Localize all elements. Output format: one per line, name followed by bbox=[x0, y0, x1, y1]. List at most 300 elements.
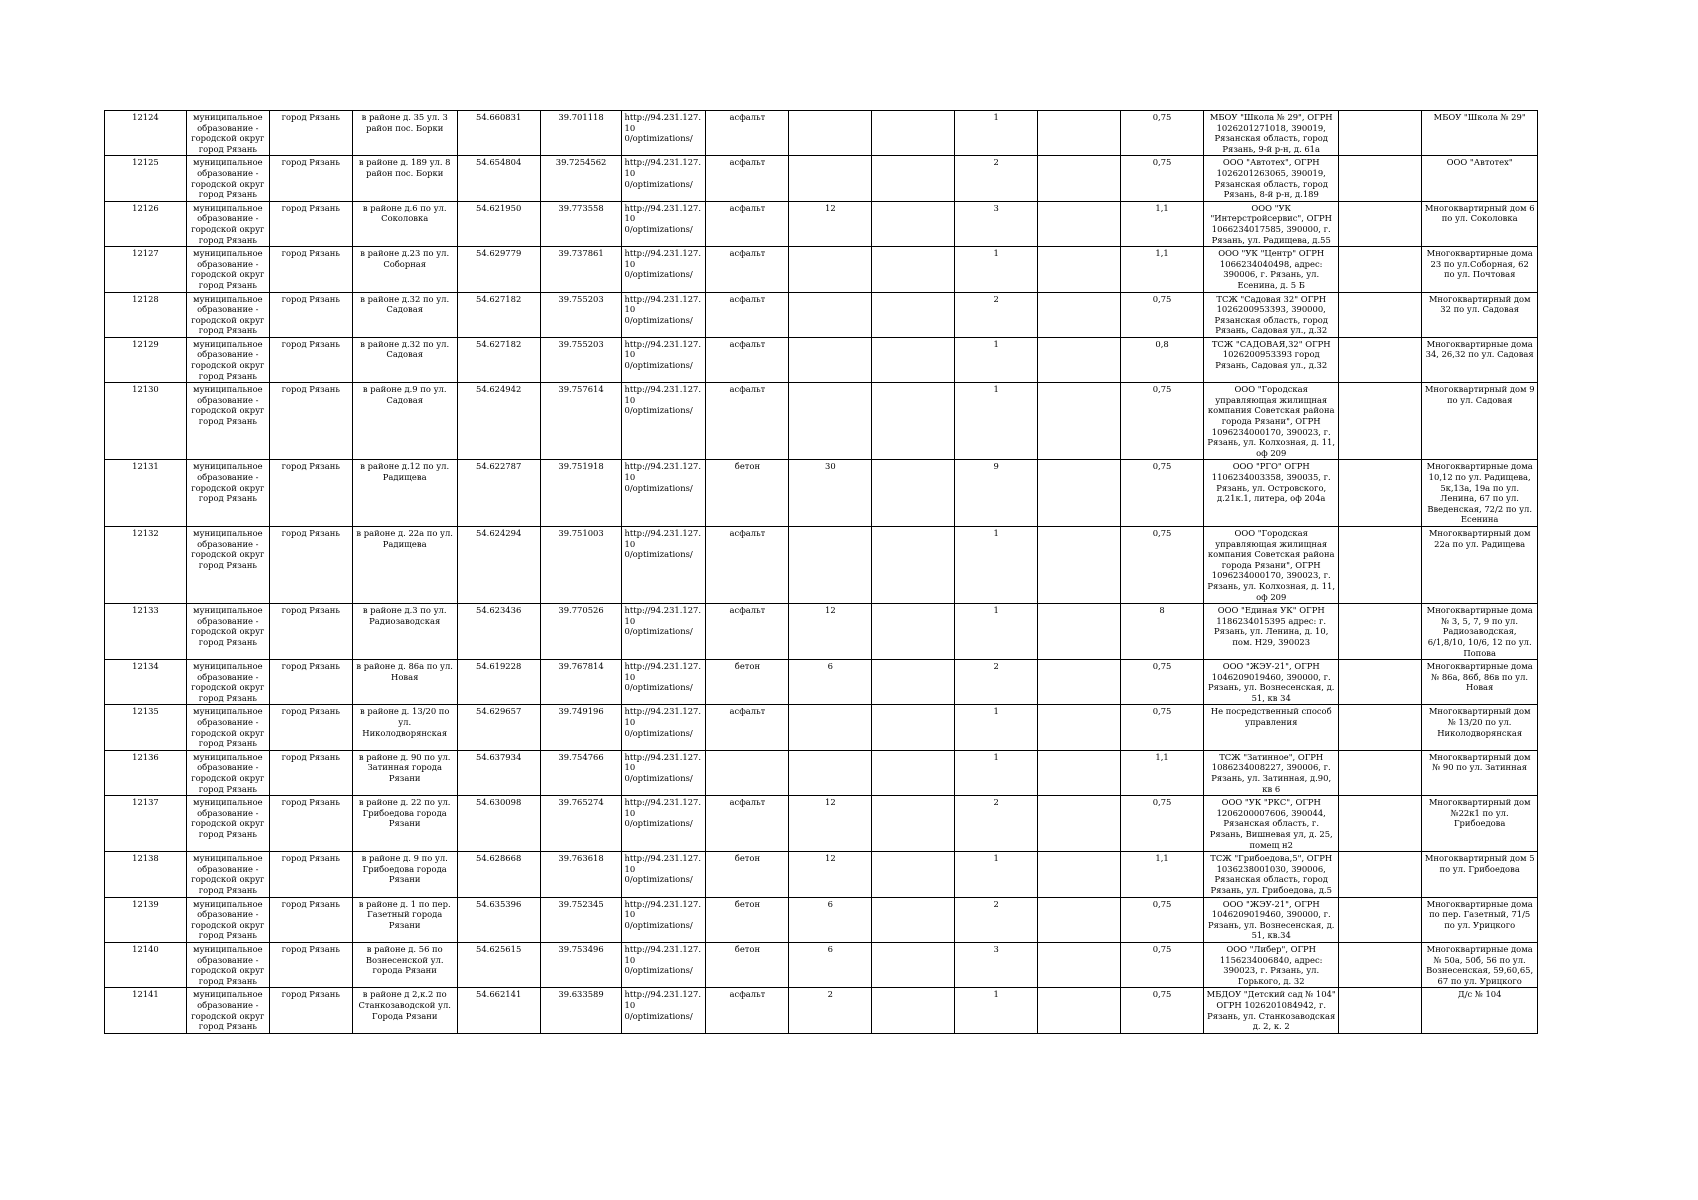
area-cell: 6 bbox=[789, 897, 872, 942]
empty-cell bbox=[1038, 526, 1121, 603]
empty-cell bbox=[1339, 292, 1422, 337]
empty-cell bbox=[1339, 705, 1422, 750]
url-cell: http://94.231.127.10 0/optimizations/ bbox=[622, 460, 706, 527]
volume-cell: 0,75 bbox=[1121, 383, 1204, 460]
empty-cell bbox=[1038, 852, 1121, 897]
latitude-cell: 54.623436 bbox=[457, 604, 540, 660]
volume-cell: 0,75 bbox=[1121, 526, 1204, 603]
url-cell: http://94.231.127.10 0/optimizations/ bbox=[622, 292, 706, 337]
empty-cell bbox=[872, 796, 955, 852]
empty-cell bbox=[1339, 796, 1422, 852]
owner-cell: ООО "Либер", ОГРН 1156234006840, адрес: 390023, г. Рязань, ул. Горького, д. 32 bbox=[1204, 942, 1339, 987]
empty-cell bbox=[872, 852, 955, 897]
city-cell: город Рязань bbox=[269, 383, 352, 460]
city-cell: город Рязань bbox=[269, 201, 352, 246]
row-id: 12137 bbox=[105, 796, 187, 852]
area-cell: 2 bbox=[789, 988, 872, 1033]
surface-cell: бетон bbox=[706, 660, 789, 705]
city-cell: город Рязань bbox=[269, 111, 352, 156]
empty-cell bbox=[1038, 337, 1121, 382]
empty-cell bbox=[1339, 337, 1422, 382]
volume-cell: 0,75 bbox=[1121, 460, 1204, 527]
longitude-cell: 39.737861 bbox=[540, 247, 622, 292]
url-cell: http://94.231.127.10 0/optimizations/ bbox=[622, 897, 706, 942]
table-row bbox=[105, 988, 1538, 1033]
empty-cell bbox=[1339, 247, 1422, 292]
surface-cell: асфальт bbox=[706, 247, 789, 292]
area-cell: 12 bbox=[789, 604, 872, 660]
table-row bbox=[105, 460, 1538, 527]
containers-cell: 1 bbox=[955, 604, 1038, 660]
municipality-cell: муниципальное образование - городской округ город Рязань bbox=[186, 897, 269, 942]
area-cell bbox=[789, 292, 872, 337]
city-cell: город Рязань bbox=[269, 942, 352, 987]
volume-cell: 1,1 bbox=[1121, 750, 1204, 795]
area-cell: 6 bbox=[789, 660, 872, 705]
address-cell: в районе д. 86а по ул. Новая bbox=[352, 660, 457, 705]
address-cell: в районе д.6 по ул. Соколовка bbox=[352, 201, 457, 246]
table-row bbox=[105, 201, 1538, 246]
municipality-cell: муниципальное образование - городской округ город Рязань bbox=[186, 201, 269, 246]
volume-cell: 1,1 bbox=[1121, 201, 1204, 246]
surface-cell: асфальт bbox=[706, 111, 789, 156]
table-row bbox=[105, 292, 1538, 337]
address-cell: в районе д 2,к.2 по Станкозаводской ул. Города Рязани bbox=[352, 988, 457, 1033]
area-cell bbox=[789, 750, 872, 795]
municipality-cell: муниципальное образование - городской округ город Рязань bbox=[186, 852, 269, 897]
containers-cell: 1 bbox=[955, 750, 1038, 795]
municipality-cell: муниципальное образование - городской округ город Рязань bbox=[186, 460, 269, 527]
table-row bbox=[105, 156, 1538, 201]
empty-cell bbox=[1038, 750, 1121, 795]
row-id: 12127 bbox=[105, 247, 187, 292]
empty-cell bbox=[1339, 383, 1422, 460]
city-cell: город Рязань bbox=[269, 988, 352, 1033]
volume-cell: 8 bbox=[1121, 604, 1204, 660]
owner-cell: МБОУ "Школа № 29", ОГРН 1026201271018, 390019, Рязанская область, город Рязань, 9-й р-н, д. 61а bbox=[1204, 111, 1339, 156]
volume-cell: 0,75 bbox=[1121, 156, 1204, 201]
latitude-cell: 54.637934 bbox=[457, 750, 540, 795]
longitude-cell: 39.763618 bbox=[540, 852, 622, 897]
waste-source-cell: Многоквартирные дома № 3, 5, 7, 9 по ул. Радиозаводская, 6/1,8/10, 10/6, 12 по ул. Попова bbox=[1422, 604, 1538, 660]
longitude-cell: 39.7254562 bbox=[540, 156, 622, 201]
longitude-cell: 39.754766 bbox=[540, 750, 622, 795]
empty-cell bbox=[1038, 292, 1121, 337]
containers-cell: 1 bbox=[955, 247, 1038, 292]
table-row bbox=[105, 383, 1538, 460]
table-row bbox=[105, 852, 1538, 897]
empty-cell bbox=[872, 201, 955, 246]
empty-cell bbox=[872, 111, 955, 156]
surface-cell: асфальт bbox=[706, 988, 789, 1033]
waste-source-cell: Многоквартирные дома 34, 26,32 по ул. Садовая bbox=[1422, 337, 1538, 382]
row-id: 12128 bbox=[105, 292, 187, 337]
empty-cell bbox=[1038, 460, 1121, 527]
empty-cell bbox=[1339, 897, 1422, 942]
city-cell: город Рязань bbox=[269, 526, 352, 603]
volume-cell: 0,75 bbox=[1121, 796, 1204, 852]
containers-cell: 2 bbox=[955, 156, 1038, 201]
empty-cell bbox=[1038, 604, 1121, 660]
owner-cell: ООО "Городская управляющая жилищная компания Советская района города Рязани", ОГРН 1096234000170, 390023, г. Рязань, ул. Колхозная, д. 11, оф 209 bbox=[1204, 383, 1339, 460]
empty-cell bbox=[1339, 942, 1422, 987]
waste-source-cell: Многоквартирный дом № 90 по ул. Затинная bbox=[1422, 750, 1538, 795]
longitude-cell: 39.701118 bbox=[540, 111, 622, 156]
longitude-cell: 39.767814 bbox=[540, 660, 622, 705]
waste-source-cell: Многоквартирные дома № 86а, 86б, 86в по ул. Новая bbox=[1422, 660, 1538, 705]
containers-cell: 2 bbox=[955, 292, 1038, 337]
surface-cell: бетон bbox=[706, 460, 789, 527]
row-id: 12126 bbox=[105, 201, 187, 246]
city-cell: город Рязань bbox=[269, 604, 352, 660]
area-cell: 30 bbox=[789, 460, 872, 527]
municipality-cell: муниципальное образование - городской округ город Рязань bbox=[186, 660, 269, 705]
waste-source-cell: Д/с № 104 bbox=[1422, 988, 1538, 1033]
table-row bbox=[105, 750, 1538, 795]
surface-cell: асфальт bbox=[706, 705, 789, 750]
empty-cell bbox=[1038, 660, 1121, 705]
address-cell: в районе д.32 по ул. Садовая bbox=[352, 292, 457, 337]
empty-cell bbox=[1339, 604, 1422, 660]
surface-cell: асфальт bbox=[706, 292, 789, 337]
table-row bbox=[105, 942, 1538, 987]
surface-cell: бетон bbox=[706, 897, 789, 942]
city-cell: город Рязань bbox=[269, 705, 352, 750]
area-cell bbox=[789, 111, 872, 156]
latitude-cell: 54.654804 bbox=[457, 156, 540, 201]
empty-cell bbox=[872, 897, 955, 942]
empty-cell bbox=[872, 660, 955, 705]
owner-cell: ООО "Автотех", ОГРН 1026201263065, 390019, Рязанская область, город Рязань, 8-й р-н, д.189 bbox=[1204, 156, 1339, 201]
row-id: 12139 bbox=[105, 897, 187, 942]
url-cell: http://94.231.127.10 0/optimizations/ bbox=[622, 526, 706, 603]
empty-cell bbox=[872, 460, 955, 527]
address-cell: в районе д.23 по ул. Соборная bbox=[352, 247, 457, 292]
latitude-cell: 54.625615 bbox=[457, 942, 540, 987]
containers-cell: 1 bbox=[955, 705, 1038, 750]
municipality-cell: муниципальное образование - городской округ город Рязань bbox=[186, 796, 269, 852]
empty-cell bbox=[1038, 111, 1121, 156]
containers-cell: 1 bbox=[955, 988, 1038, 1033]
municipality-cell: муниципальное образование - городской округ город Рязань bbox=[186, 604, 269, 660]
city-cell: город Рязань bbox=[269, 156, 352, 201]
empty-cell bbox=[1339, 111, 1422, 156]
url-cell: http://94.231.127.10 0/optimizations/ bbox=[622, 988, 706, 1033]
url-cell: http://94.231.127.10 0/optimizations/ bbox=[622, 337, 706, 382]
waste-source-cell: Многоквартирные дома 23 по ул.Соборная, 62 по ул. Почтовая bbox=[1422, 247, 1538, 292]
owner-cell: Не посредственный способ управления bbox=[1204, 705, 1339, 750]
url-cell: http://94.231.127.10 0/optimizations/ bbox=[622, 660, 706, 705]
waste-source-cell: Многоквартирный дом 5 по ул. Грибоедова bbox=[1422, 852, 1538, 897]
surface-cell: асфальт bbox=[706, 337, 789, 382]
latitude-cell: 54.629779 bbox=[457, 247, 540, 292]
url-cell: http://94.231.127.10 0/optimizations/ bbox=[622, 604, 706, 660]
city-cell: город Рязань bbox=[269, 660, 352, 705]
waste-source-cell: Многоквартирный дом 22а по ул. Радищева bbox=[1422, 526, 1538, 603]
table-row bbox=[105, 526, 1538, 603]
volume-cell: 0,75 bbox=[1121, 897, 1204, 942]
latitude-cell: 54.622787 bbox=[457, 460, 540, 527]
latitude-cell: 54.628668 bbox=[457, 852, 540, 897]
owner-cell: ТСЖ "Затинное", ОГРН 1086234008227, 390006, г. Рязань, ул. Затинная, д.90, кв 6 bbox=[1204, 750, 1339, 795]
waste-source-cell: Многоквартирный дом 6 по ул. Соколовка bbox=[1422, 201, 1538, 246]
surface-cell: асфальт bbox=[706, 383, 789, 460]
surface-cell: асфальт bbox=[706, 796, 789, 852]
latitude-cell: 54.660831 bbox=[457, 111, 540, 156]
empty-cell bbox=[1339, 526, 1422, 603]
url-cell: http://94.231.127.10 0/optimizations/ bbox=[622, 383, 706, 460]
city-cell: город Рязань bbox=[269, 460, 352, 527]
empty-cell bbox=[872, 942, 955, 987]
longitude-cell: 39.755203 bbox=[540, 292, 622, 337]
latitude-cell: 54.627182 bbox=[457, 337, 540, 382]
municipality-cell: муниципальное образование - городской округ город Рязань bbox=[186, 156, 269, 201]
row-id: 12138 bbox=[105, 852, 187, 897]
empty-cell bbox=[1339, 201, 1422, 246]
empty-cell bbox=[1038, 247, 1121, 292]
address-cell: в районе д.32 по ул. Садовая bbox=[352, 337, 457, 382]
table-row bbox=[105, 337, 1538, 382]
volume-cell: 0,8 bbox=[1121, 337, 1204, 382]
area-cell: 12 bbox=[789, 796, 872, 852]
municipality-cell: муниципальное образование - городской округ город Рязань bbox=[186, 292, 269, 337]
table-row bbox=[105, 796, 1538, 852]
surface-cell: асфальт bbox=[706, 201, 789, 246]
containers-cell: 1 bbox=[955, 111, 1038, 156]
waste-source-cell: Многоквартирный дом № 13/20 по ул. Николодворянская bbox=[1422, 705, 1538, 750]
municipality-cell: муниципальное образование - городской округ город Рязань bbox=[186, 988, 269, 1033]
empty-cell bbox=[872, 292, 955, 337]
owner-cell: ООО "УК "РКС", ОГРН 1206200007606, 390044, Рязанская область, г. Рязань, Вишневая ул, д. 25, помещ н2 bbox=[1204, 796, 1339, 852]
owner-cell: ТСЖ "САДОВАЯ,32" ОГРН 1026200953393 город Рязань, Садовая ул., д.32 bbox=[1204, 337, 1339, 382]
empty-cell bbox=[872, 604, 955, 660]
table-row bbox=[105, 604, 1538, 660]
owner-cell: ООО "УК "Интерстройсервис", ОГРН 1066234017585, 390000, г. Рязань, ул. Радищева, д.55 bbox=[1204, 201, 1339, 246]
empty-cell bbox=[1339, 156, 1422, 201]
owner-cell: ООО "Единая УК" ОГРН 1186234015395 адрес: г. Рязань, ул. Ленина, д. 10, пом. Н29, 390023 bbox=[1204, 604, 1339, 660]
latitude-cell: 54.619228 bbox=[457, 660, 540, 705]
containers-cell: 1 bbox=[955, 337, 1038, 382]
municipality-cell: муниципальное образование - городской округ город Рязань bbox=[186, 750, 269, 795]
url-cell: http://94.231.127.10 0/optimizations/ bbox=[622, 111, 706, 156]
empty-cell bbox=[872, 156, 955, 201]
row-id: 12134 bbox=[105, 660, 187, 705]
owner-cell: ООО "РГО" ОГРН 1106234003358, 390035, г. Рязань, ул. Островского, д.21к.1, литера, оф 204а bbox=[1204, 460, 1339, 527]
surface-cell: асфальт bbox=[706, 604, 789, 660]
empty-cell bbox=[1339, 660, 1422, 705]
latitude-cell: 54.621950 bbox=[457, 201, 540, 246]
waste-source-cell: Многоквартирные дома № 50а, 50б, 56 по ул. Вознесенская, 59,60,65, 67 по ул. Урицкого bbox=[1422, 942, 1538, 987]
area-cell bbox=[789, 156, 872, 201]
row-id: 12141 bbox=[105, 988, 187, 1033]
area-cell bbox=[789, 526, 872, 603]
address-cell: в районе д. 56 по Вознесенской ул. города Рязани bbox=[352, 942, 457, 987]
empty-cell bbox=[1038, 383, 1121, 460]
latitude-cell: 54.635396 bbox=[457, 897, 540, 942]
longitude-cell: 39.751918 bbox=[540, 460, 622, 527]
table-row bbox=[105, 111, 1538, 156]
url-cell: http://94.231.127.10 0/optimizations/ bbox=[622, 705, 706, 750]
waste-source-cell: Многоквартирные дома по пер. Газетный, 71/5 по ул. Урицкого bbox=[1422, 897, 1538, 942]
latitude-cell: 54.630098 bbox=[457, 796, 540, 852]
empty-cell bbox=[1339, 852, 1422, 897]
surface-cell bbox=[706, 750, 789, 795]
longitude-cell: 39.765274 bbox=[540, 796, 622, 852]
municipality-cell: муниципальное образование - городской округ город Рязань bbox=[186, 942, 269, 987]
url-cell: http://94.231.127.10 0/optimizations/ bbox=[622, 796, 706, 852]
surface-cell: бетон bbox=[706, 942, 789, 987]
containers-cell: 3 bbox=[955, 942, 1038, 987]
waste-source-cell: Многоквартирный дом 32 по ул. Садовая bbox=[1422, 292, 1538, 337]
address-cell: в районе д. 13/20 по ул. Николодворянская bbox=[352, 705, 457, 750]
address-cell: в районе д. 35 ул. 3 район пос. Борки bbox=[352, 111, 457, 156]
volume-cell: 0,75 bbox=[1121, 292, 1204, 337]
latitude-cell: 54.629657 bbox=[457, 705, 540, 750]
table-row bbox=[105, 247, 1538, 292]
empty-cell bbox=[1038, 796, 1121, 852]
longitude-cell: 39.633589 bbox=[540, 988, 622, 1033]
empty-cell bbox=[872, 383, 955, 460]
volume-cell: 0,75 bbox=[1121, 111, 1204, 156]
table-row bbox=[105, 660, 1538, 705]
table-row bbox=[105, 897, 1538, 942]
row-id: 12135 bbox=[105, 705, 187, 750]
empty-cell bbox=[872, 705, 955, 750]
containers-cell: 3 bbox=[955, 201, 1038, 246]
address-cell: в районе д. 22 по ул. Грибоедова города Рязани bbox=[352, 796, 457, 852]
city-cell: город Рязань bbox=[269, 796, 352, 852]
owner-cell: ООО "ЖЭУ-21", ОГРН 1046209019460, 390000, г. Рязань, ул. Вознесенская, д. 51, кв 34 bbox=[1204, 660, 1339, 705]
row-id: 12140 bbox=[105, 942, 187, 987]
empty-cell bbox=[1038, 988, 1121, 1033]
longitude-cell: 39.770526 bbox=[540, 604, 622, 660]
address-cell: в районе д.9 по ул. Садовая bbox=[352, 383, 457, 460]
row-id: 12132 bbox=[105, 526, 187, 603]
row-id: 12136 bbox=[105, 750, 187, 795]
url-cell: http://94.231.127.10 0/optimizations/ bbox=[622, 156, 706, 201]
area-cell bbox=[789, 247, 872, 292]
address-cell: в районе д. 9 по ул. Грибоедова города Рязани bbox=[352, 852, 457, 897]
city-cell: город Рязань bbox=[269, 337, 352, 382]
row-id: 12124 bbox=[105, 111, 187, 156]
empty-cell bbox=[872, 750, 955, 795]
owner-cell: ТСЖ "Садовая 32" ОГРН 1026200953393, 390000, Рязанская область, город Рязань, Садовая ул., д.32 bbox=[1204, 292, 1339, 337]
empty-cell bbox=[872, 337, 955, 382]
url-cell: http://94.231.127.10 0/optimizations/ bbox=[622, 852, 706, 897]
longitude-cell: 39.773558 bbox=[540, 201, 622, 246]
waste-source-cell: Многоквартирный дом 9 по ул. Садовая bbox=[1422, 383, 1538, 460]
containers-cell: 2 bbox=[955, 897, 1038, 942]
latitude-cell: 54.627182 bbox=[457, 292, 540, 337]
municipality-cell: муниципальное образование - городской округ город Рязань bbox=[186, 337, 269, 382]
address-cell: в районе д.3 по ул. Радиозаводская bbox=[352, 604, 457, 660]
area-cell bbox=[789, 337, 872, 382]
area-cell bbox=[789, 705, 872, 750]
waste-source-cell: Многоквартирные дома 10,12 по ул. Радищева, 5к,13а, 19а по ул. Ленина, 67 по ул. Введенская, 72/2 по ул. Есенина bbox=[1422, 460, 1538, 527]
surface-cell: асфальт bbox=[706, 526, 789, 603]
owner-cell: ТСЖ "Грибоедова,5", ОГРН 1036238001030, 390006, Рязанская область, город Рязань, ул. Грибоедова, д.5 bbox=[1204, 852, 1339, 897]
address-cell: в районе д.12 по ул. Радищева bbox=[352, 460, 457, 527]
volume-cell: 0,75 bbox=[1121, 705, 1204, 750]
longitude-cell: 39.755203 bbox=[540, 337, 622, 382]
empty-cell bbox=[1038, 705, 1121, 750]
municipality-cell: муниципальное образование - городской округ город Рязань bbox=[186, 111, 269, 156]
empty-cell bbox=[1038, 201, 1121, 246]
city-cell: город Рязань bbox=[269, 750, 352, 795]
empty-cell bbox=[1339, 988, 1422, 1033]
row-id: 12130 bbox=[105, 383, 187, 460]
longitude-cell: 39.753496 bbox=[540, 942, 622, 987]
area-cell: 6 bbox=[789, 942, 872, 987]
row-id: 12129 bbox=[105, 337, 187, 382]
url-cell: http://94.231.127.10 0/optimizations/ bbox=[622, 750, 706, 795]
containers-cell: 2 bbox=[955, 796, 1038, 852]
containers-cell: 1 bbox=[955, 526, 1038, 603]
latitude-cell: 54.624942 bbox=[457, 383, 540, 460]
city-cell: город Рязань bbox=[269, 247, 352, 292]
surface-cell: асфальт bbox=[706, 156, 789, 201]
volume-cell: 1,1 bbox=[1121, 247, 1204, 292]
latitude-cell: 54.624294 bbox=[457, 526, 540, 603]
longitude-cell: 39.752345 bbox=[540, 897, 622, 942]
volume-cell: 0,75 bbox=[1121, 942, 1204, 987]
address-cell: в районе д. 90 по ул. Затинная города Рязани bbox=[352, 750, 457, 795]
containers-cell: 2 bbox=[955, 660, 1038, 705]
empty-cell bbox=[1339, 460, 1422, 527]
empty-cell bbox=[1038, 897, 1121, 942]
address-cell: в районе д. 1 по пер. Газетный города Рязани bbox=[352, 897, 457, 942]
data-table bbox=[104, 110, 1538, 1034]
empty-cell bbox=[872, 247, 955, 292]
owner-cell: МБДОУ "Детский сад № 104" ОГРН 1026201084942, г. Рязань, ул. Станкозаводская д. 2, к. 2 bbox=[1204, 988, 1339, 1033]
area-cell: 12 bbox=[789, 201, 872, 246]
address-cell: в районе д. 189 ул. 8 район пос. Борки bbox=[352, 156, 457, 201]
waste-source-cell: Многоквартирный дом №22к1 по ул. Грибоедова bbox=[1422, 796, 1538, 852]
empty-cell bbox=[1038, 156, 1121, 201]
owner-cell: ООО "Городская управляющая жилищная компания Советская района города Рязани", ОГРН 1096234000170, 390023, г. Рязань, ул. Колхозная, д. 11, оф 209 bbox=[1204, 526, 1339, 603]
containers-cell: 9 bbox=[955, 460, 1038, 527]
empty-cell bbox=[872, 526, 955, 603]
url-cell: http://94.231.127.10 0/optimizations/ bbox=[622, 942, 706, 987]
owner-cell: ООО "УК "Центр" ОГРН 1066234040498, адрес: 390006, г. Рязань, ул. Есенина, д. 5 Б bbox=[1204, 247, 1339, 292]
containers-cell: 1 bbox=[955, 383, 1038, 460]
volume-cell: 1,1 bbox=[1121, 852, 1204, 897]
table-row bbox=[105, 705, 1538, 750]
waste-source-cell: МБОУ "Школа № 29" bbox=[1422, 111, 1538, 156]
city-cell: город Рязань bbox=[269, 897, 352, 942]
municipality-cell: муниципальное образование - городской округ город Рязань bbox=[186, 705, 269, 750]
address-cell: в районе д. 22а по ул. Радищева bbox=[352, 526, 457, 603]
row-id: 12125 bbox=[105, 156, 187, 201]
area-cell bbox=[789, 383, 872, 460]
waste-source-cell: ООО "Автотех" bbox=[1422, 156, 1538, 201]
url-cell: http://94.231.127.10 0/optimizations/ bbox=[622, 247, 706, 292]
latitude-cell: 54.662141 bbox=[457, 988, 540, 1033]
empty-cell bbox=[872, 988, 955, 1033]
volume-cell: 0,75 bbox=[1121, 660, 1204, 705]
volume-cell: 0,75 bbox=[1121, 988, 1204, 1033]
surface-cell: бетон bbox=[706, 852, 789, 897]
longitude-cell: 39.749196 bbox=[540, 705, 622, 750]
area-cell: 12 bbox=[789, 852, 872, 897]
city-cell: город Рязань bbox=[269, 852, 352, 897]
containers-cell: 1 bbox=[955, 852, 1038, 897]
empty-cell bbox=[1038, 942, 1121, 987]
row-id: 12133 bbox=[105, 604, 187, 660]
row-id: 12131 bbox=[105, 460, 187, 527]
owner-cell: ООО "ЖЭУ-21", ОГРН 1046209019460, 390000, г. Рязань, ул. Вознесенская, д. 51, кв.34 bbox=[1204, 897, 1339, 942]
municipality-cell: муниципальное образование - городской округ город Рязань bbox=[186, 526, 269, 603]
